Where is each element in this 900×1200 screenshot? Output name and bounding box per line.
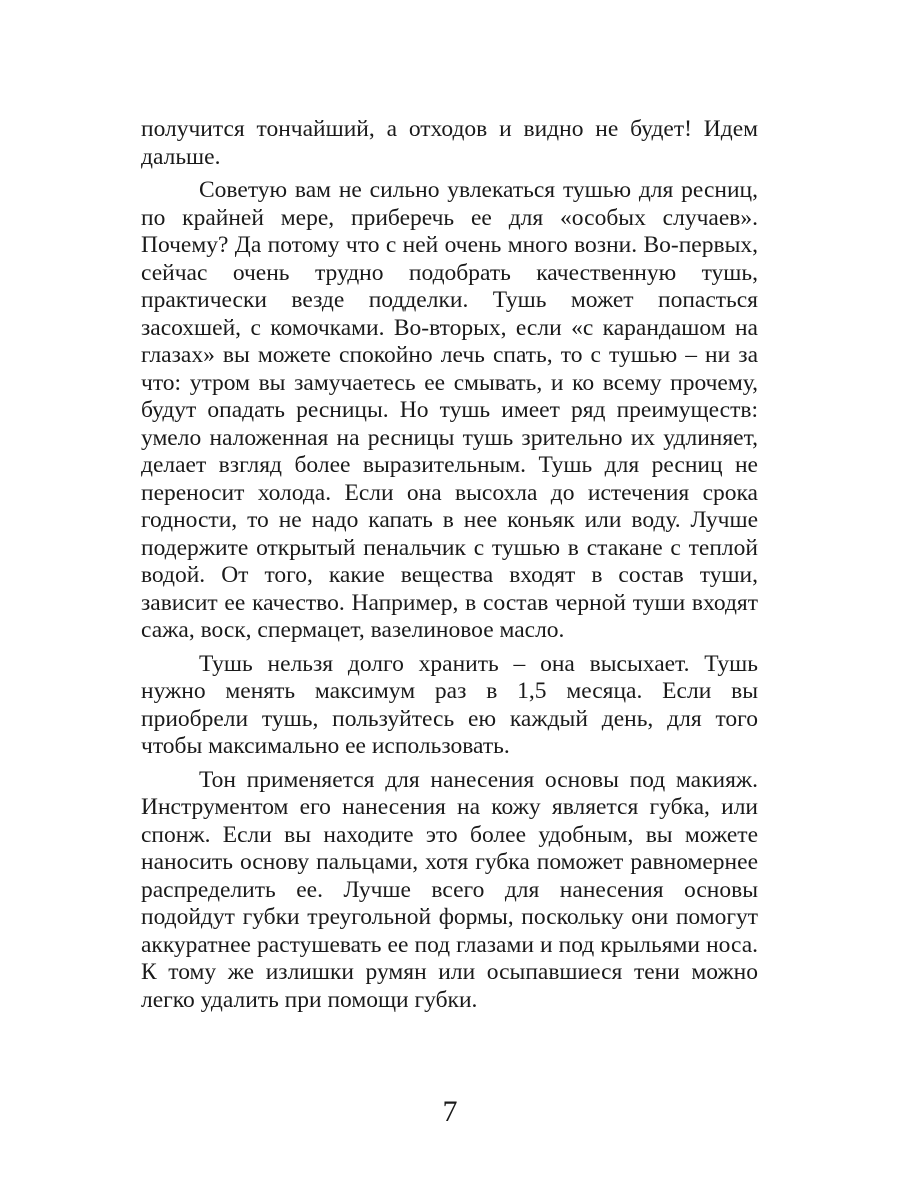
paragraph-mascara: Советую вам не сильно увлекаться тушью для ресниц, по крайней мере, приберечь ее для «особых случаев». Почему? Да потому что с ней очень много возни. Во-первых, сейчас очень трудно подобрать качественную тушь, практически везде подделки. Тушь может попасться засохшей, с комочками. Во-вторых, если «с карандашом на глазах» вы можете спокойно лечь спать, то с тушью – ни за что: утром вы замучаетесь ее смывать, и ко всему прочему, будут опадать ресницы. Но тушь имеет ряд преимуществ: умело наложенная на ресницы тушь зрительно их удлиняет, делает взгляд более выразительным. Тушь для ресниц не переносит холода. Если она высохла до истечения срока годности, то не надо капать в нее коньяк или воду. Лучше подержите открытый пенальчик с тушью в стакане с теплой водой. От того, какие вещества входят в состав туши, зависит ее качество. Например, в состав черной туши входят сажа, воск, спермацет, вазелиновое масло. bbox=[141, 177, 758, 643]
page-number: 7 bbox=[442, 1095, 458, 1128]
paragraph-mascara-storage: Тушь нельзя долго хранить – она высыхает. Тушь нужно менять максимум раз в 1,5 месяца. Если вы приобрели тушь, пользуйтесь ею каждый день, для того чтобы максимально ее использовать. bbox=[141, 650, 758, 759]
paragraph-continuation: получится тончайший, а отходов и видно не будет! Идем дальше. bbox=[141, 116, 758, 170]
paragraph-foundation: Тон применяется для нанесения основы под макияж. Инструментом его нанесения на кожу является губка, или спонж. Если вы находите это более удобным, вы можете наносить основу пальцами, хотя губка поможет равномернее распределить ее. Лучше всего для нанесения основы подойдут губки треугольной формы, поскольку они помогут аккуратнее растушевать ее под глазами и под крыльями носа. К тому же излишки румян или осыпавшиеся тени можно легко удалить при помощи губки. bbox=[141, 766, 758, 1013]
body-text bbox=[141, 116, 758, 1014]
